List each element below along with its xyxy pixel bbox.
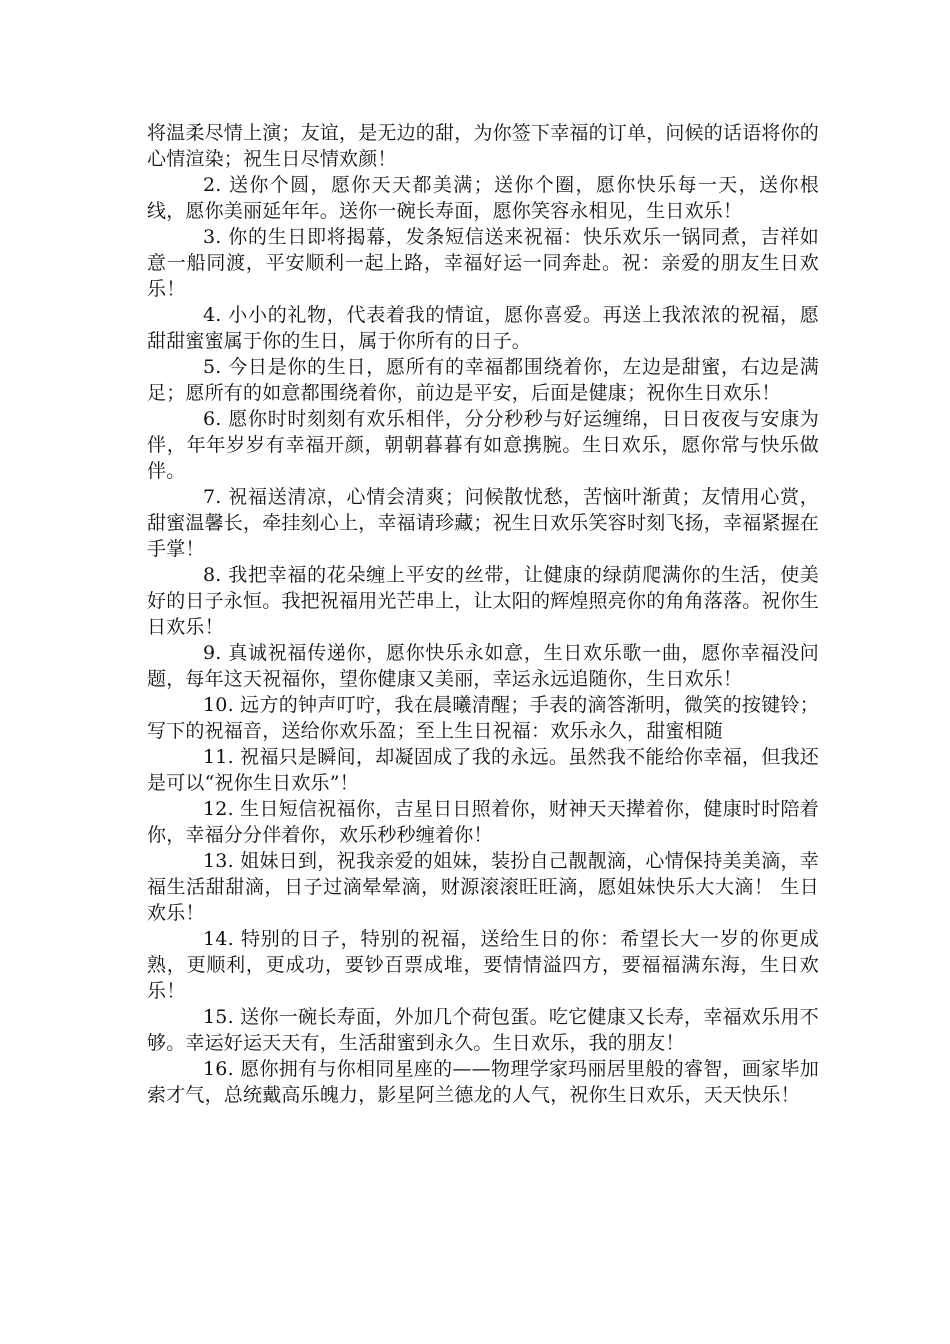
paragraph-item-14: 14. 特别的日子，特别的祝福，送给生日的你：希望长大一岁的你更成熟，更顺利，更成功，要钞百票成堆，要情情溢四方，要福福满东海，生日欢乐！ <box>147 928 819 1002</box>
paragraph-item-4: 4. 小小的礼物，代表着我的情谊，愿你喜爱。再送上我浓浓的祝福，愿甜甜蜜蜜属于你的生日，属于你所有的日子。 <box>147 304 819 352</box>
paragraph-item-6: 6. 愿你时时刻刻有欢乐相伴，分分秒秒与好运缠绵，日日夜夜与安康为伴，年年岁岁有幸福开颜，朝朝暮暮有如意携腕。生日欢乐，愿你常与快乐做伴。 <box>147 408 819 482</box>
paragraph-item-11: 11. 祝福只是瞬间，却凝固成了我的永远。虽然我不能给你幸福，但我还是可以“祝你生日欢乐”！ <box>147 746 819 794</box>
paragraph-item-15: 15. 送你一碗长寿面，外加几个荷包蛋。吃它健康又长寿，幸福欢乐用不够。幸运好运天天有，生活甜蜜到永久。生日欢乐，我的朋友！ <box>147 1006 819 1054</box>
paragraph-item-9: 9. 真诚祝福传递你，愿你快乐永如意，生日欢乐歌一曲，愿你幸福没问题，每年这天祝福你，望你健康又美丽，幸运永远追随你，生日欢乐！ <box>147 642 819 690</box>
paragraph-continuation: 将温柔尽情上演；友谊，是无边的甜，为你签下幸福的订单，问候的话语将你的心情渲染；祝生日尽情欢颜！ <box>147 122 820 170</box>
paragraph-item-7: 7. 祝福送清凉，心情会清爽；问候散忧愁，苦恼叶渐黄；友情用心赏，甜蜜温馨长，牵挂刻心上，幸福请珍藏；祝生日欢乐笑容时刻飞扬，幸福紧握在手掌！ <box>147 486 820 560</box>
paragraph-item-16: 16. 愿你拥有与你相同星座的——物理学家玛丽居里般的睿智，画家毕加索才气，总统戴高乐魄力，影星阿兰德龙的人气，祝你生日欢乐，天天快乐！ <box>147 1058 819 1106</box>
paragraph-item-8: 8. 我把幸福的花朵缠上平安的丝带，让健康的绿荫爬满你的生活，使美好的日子永恒。我把祝福用光芒串上，让太阳的辉煌照亮你的角角落落。祝你生日欢乐！ <box>147 564 820 638</box>
document-body <box>147 120 819 1108</box>
paragraph-item-12: 12. 生日短信祝福你，吉星日日照着你，财神天天撵着你，健康时时陪着你，幸福分分伴着你，欢乐秒秒缠着你！ <box>147 798 819 846</box>
paragraph-item-10: 10. 远方的钟声叮咛，我在晨曦清醒；手表的滴答渐明，微笑的按键铃；写下的祝福音，送给你欢乐盈；至上生日祝福：欢乐永久，甜蜜相随 <box>147 694 819 742</box>
paragraph-item-3: 3. 你的生日即将揭幕，发条短信送来祝福：快乐欢乐一锅同煮，吉祥如意一船同渡，平安顺利一起上路，幸福好运一同奔赴。祝：亲爱的朋友生日欢乐！ <box>147 226 819 300</box>
paragraph-item-13: 13. 姐妹日到，祝我亲爱的姐妹，装扮自己靓靓滴，心情保持美美滴，幸福生活甜甜滴，日子过滴晕晕滴，财源滚滚旺旺滴，愿姐妹快乐大大滴！ 生日欢乐！ <box>147 850 819 924</box>
paragraph-item-5: 5. 今日是你的生日，愿所有的幸福都围绕着你，左边是甜蜜，右边是满足；愿所有的如意都围绕着你，前边是平安，后面是健康；祝你生日欢乐！ <box>147 356 819 404</box>
paragraph-item-2: 2. 送你个圆，愿你天天都美满；送你个圈，愿你快乐每一天，送你根线，愿你美丽延年年。送你一碗长寿面，愿你笑容永相见，生日欢乐！ <box>147 174 819 222</box>
